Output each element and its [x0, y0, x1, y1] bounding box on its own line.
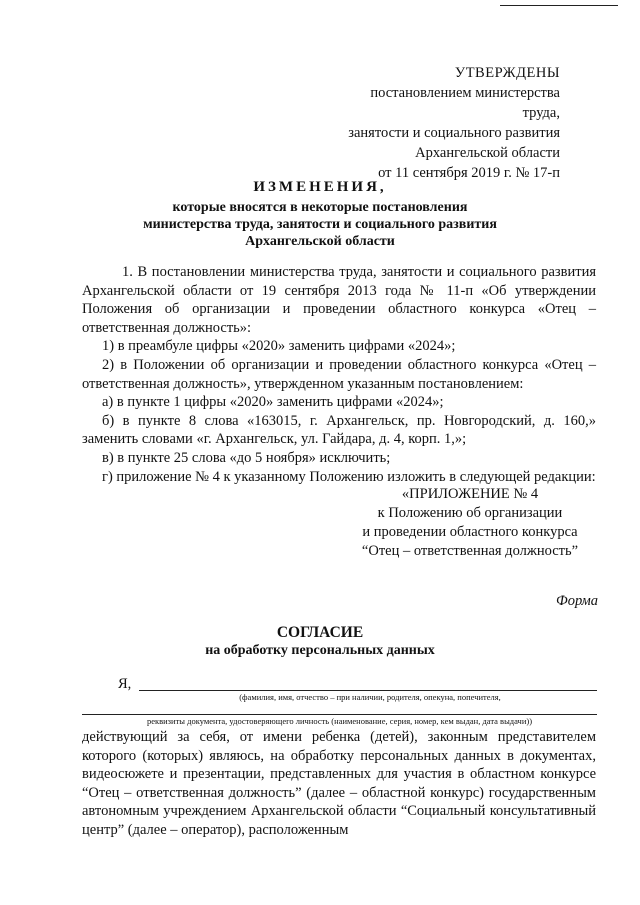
paragraph: а) в пункте 1 цифры «2020» заменить цифрами «2024»;: [102, 394, 444, 411]
fio-blank-line: [139, 690, 597, 691]
consent-title: СОГЛАСИЕ: [276, 624, 364, 641]
appendix-line: «ПРИЛОЖЕНИЕ № 4: [401, 486, 539, 502]
fio-hint: (фамилия, имя, отчество – при наличии, родителя, опекуна, попечителя,: [239, 692, 501, 702]
approved-line: занятости и социального развития: [348, 125, 560, 141]
document-title: ИЗМЕНЕНИЯ,: [253, 179, 387, 195]
approval-block: [330, 63, 560, 183]
subtitle-line: Архангельской области: [245, 234, 395, 249]
approved-line: от 11 сентября 2019 г. № 17-п: [378, 165, 560, 181]
subtitle-line: министерства труда, занятости и социального развития: [143, 217, 497, 232]
paragraph: 1. В постановлении министерства труда, занятости и социального развития Архангельской области от 19 сентября 2013 года № 11-п «Об утверждении Положения об организации и проведении областного конкурса «Отец – ответственная должность»:: [82, 264, 596, 336]
consent-subtitle: на обработку персональных данных: [205, 643, 435, 658]
approved-head: УТВЕРЖДЕНЫ: [454, 65, 560, 81]
paragraph: 2) в Положении об организации и проведении областного конкурса «Отец – ответственная должность», утвержденном указанным постановлением:: [82, 356, 596, 392]
approved-line: постановлением министерства труда,: [370, 85, 560, 121]
appendix-line: к Положению об организации: [377, 505, 563, 521]
appendix-block: [340, 485, 600, 561]
approved-line: Архангельской области: [415, 145, 560, 161]
consent-body: [82, 728, 596, 840]
consent-text: действующий за себя, от имени ребенка (детей), законным представителем которого (которых) являюсь, на обработку персональных данных в документах, видеосюжете и презентации, представленных для участия в областном конкурсе “Отец – ответственная должность” (далее – областной конкурс) государственным автономным учреждением Архангельской области “Социальный консультативный центр” (далее – оператор), расположенным: [82, 729, 596, 838]
document-subtitle: [80, 199, 560, 250]
requisites-hint: реквизиты документа, удостоверяющего личность (наименование, серия, номер, кем выдан, дата выдачи)): [146, 716, 533, 726]
ya-label: Я,: [118, 676, 132, 692]
amendments-body: [82, 263, 596, 486]
paragraph: 1) в преамбуле цифры «2020» заменить цифрами «2024»;: [102, 338, 456, 355]
requisites-blank-line: [82, 714, 597, 715]
appendix-line: и проведении областного конкурса: [362, 524, 578, 540]
top-rule: [500, 5, 618, 6]
form-label: Форма: [556, 593, 598, 609]
paragraph: б) в пункте 8 слова «163015, г. Архангельск, пр. Новгородский, д. 160,» заменить словами «г. Архангельск, ул. Гайдара, д. 4, корп. 1,»;: [82, 412, 596, 448]
subtitle-line: которые вносятся в некоторые постановления: [172, 200, 468, 215]
appendix-line: “Отец – ответственная должность”: [361, 543, 579, 559]
paragraph: в) в пункте 25 слова «до 5 ноября» исключить;: [102, 449, 391, 466]
paragraph: г) приложение № 4 к указанному Положению изложить в следующей редакции:: [102, 468, 596, 485]
